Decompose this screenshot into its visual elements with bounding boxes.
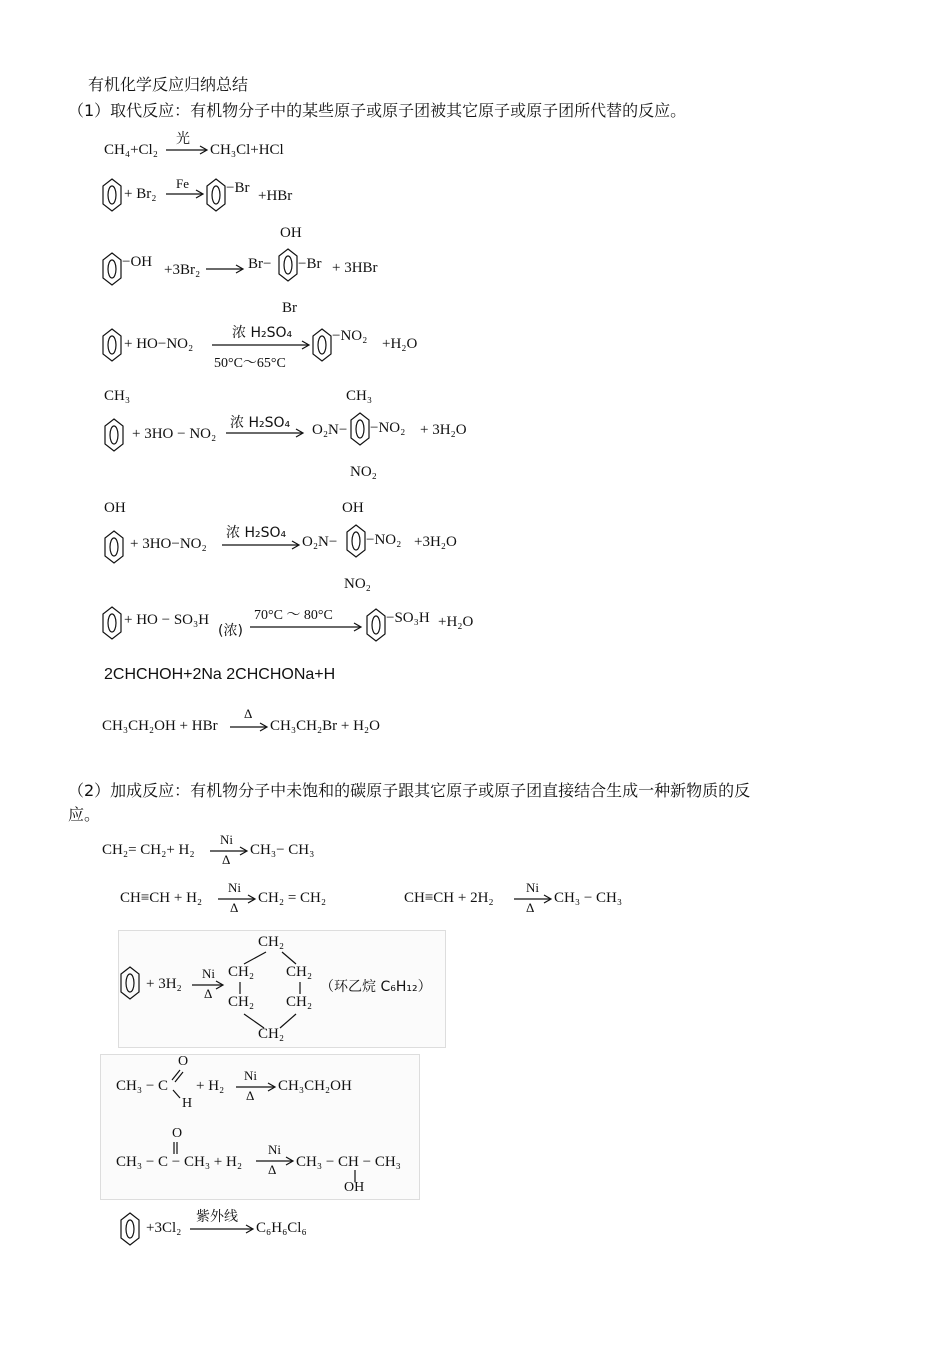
a5-rhs: CH₃CH₂OH — [278, 1078, 352, 1094]
section2-heading-line2: 应。 — [68, 805, 101, 824]
a4-lhs: + 3H₂ — [146, 976, 182, 992]
a4-condition-bottom: Δ — [204, 986, 213, 1001]
r2-rhs: +HBr — [258, 188, 293, 204]
benzene-ring-icon — [120, 1212, 140, 1246]
a3-condition-top: Ni — [526, 880, 539, 895]
r3-top-group: OH — [280, 225, 302, 241]
r6-top-group: OH — [342, 500, 364, 516]
a6-oxygen: O — [172, 1126, 183, 1141]
r7-lhs: + HO − SO₃H — [124, 612, 210, 628]
benzene-ring-icon — [278, 248, 298, 282]
r5-condition: 浓 H₂SO₄ — [230, 415, 291, 431]
a4-ch2-lower-left: CH₂ — [228, 994, 255, 1010]
r5-top-substituent: CH₃ — [104, 388, 131, 404]
section2-heading-line1: （2）加成反应：有机物分子中未饱和的碳原子跟其它原子或原子团直接结合生成一种新物质的反 — [68, 781, 751, 800]
a4-ch2-top: CH₂ — [258, 934, 285, 950]
r4-arrow — [212, 340, 312, 350]
r2-arrow — [166, 189, 206, 199]
a1-condition-bottom: Δ — [222, 852, 231, 867]
section1-heading: （1）取代反应：有机物分子中的某些原子或原子团被其它原子或原子团所代替的反应。 — [68, 101, 687, 120]
r7-condition: 70°C ～ 80°C — [254, 608, 333, 623]
a1-rhs: CH₃− CH₃ — [250, 842, 315, 858]
a3-rhs: CH₃ − CH₃ — [554, 890, 623, 906]
benzene-ring-icon — [102, 606, 122, 640]
r9-rhs: CH₃CH₂Br + H₂O — [270, 718, 380, 734]
r5-arrow — [226, 428, 306, 438]
document-title: 有机化学反应归纳总结 — [88, 75, 249, 94]
a5-arrow — [236, 1082, 278, 1092]
r4-rhs: +H₂O — [382, 336, 418, 352]
r3-substituent: −OH — [122, 254, 153, 270]
r1-arrow — [166, 145, 210, 155]
r7-arrow — [250, 622, 364, 632]
a4-ch2-bottom: CH₂ — [258, 1026, 285, 1042]
r9-arrow — [230, 722, 270, 732]
benzene-ring-icon — [102, 252, 122, 286]
r4-substituent: −NO₂ — [332, 328, 368, 344]
r8-equation: 2CHCHOH+2Na 2CHCHONa+H — [104, 666, 336, 683]
r4-condition-top: 浓 H₂SO₄ — [232, 325, 293, 341]
r3-arrow — [206, 264, 246, 274]
benzene-ring-icon — [350, 412, 370, 446]
r3-rhs: + 3HBr — [332, 260, 378, 276]
a6-lhs: CH₃ − C − CH₃ + H₂ — [116, 1154, 243, 1170]
benzene-ring-icon — [120, 966, 140, 1000]
a6-rhs: CH₃ − CH − CH₃ — [296, 1154, 401, 1170]
r2-substituent: −Br — [226, 180, 250, 196]
r1-condition: 光 — [176, 131, 190, 147]
a2-lhs: CH≡CH + H₂ — [120, 890, 203, 906]
r5-left-group: O₂N− — [312, 422, 348, 438]
a4-note: （环乙烷 C₆H₁₂） — [320, 979, 432, 995]
r3-left-group: Br− — [248, 256, 272, 272]
r4-lhs: + HO−NO₂ — [124, 336, 194, 352]
r5-right-group: −NO₂ — [370, 420, 406, 436]
a1-lhs: CH₂= CH₂+ H₂ — [102, 842, 195, 858]
r3-right-group: −Br — [298, 256, 322, 272]
r5-top-group: CH₃ — [346, 388, 373, 404]
a5-lhs: CH₃ − C — [116, 1078, 169, 1094]
a6-hydroxyl: OH — [344, 1180, 365, 1195]
a4-ch2-upper-right: CH₂ — [286, 964, 313, 980]
r6-rhs: +3H₂O — [414, 534, 457, 550]
r6-lhs: + 3HO−NO₂ — [130, 536, 207, 552]
a3-lhs: CH≡CH + 2H₂ — [404, 890, 494, 906]
a7-lhs: +3Cl₂ — [146, 1220, 182, 1236]
a2-rhs: CH₂ = CH₂ — [258, 890, 327, 906]
r6-top-substituent: OH — [104, 500, 126, 516]
r2-condition: Fe — [176, 176, 189, 191]
a5-condition-top: Ni — [244, 1068, 257, 1083]
r6-bottom-group: NO₂ — [344, 576, 371, 592]
a7-condition: 紫外线 — [196, 1209, 238, 1225]
a3-condition-bottom: Δ — [526, 900, 535, 915]
a6-condition-top: Ni — [268, 1142, 281, 1157]
r1-lhs: CH₄+Cl₂ — [104, 142, 158, 158]
r2-lhs: + Br₂ — [124, 186, 157, 202]
benzene-ring-icon — [102, 328, 122, 362]
r9-lhs: CH₃CH₂OH + HBr — [102, 718, 218, 734]
a5-hydrogen: H — [182, 1096, 193, 1111]
benzene-ring-icon — [102, 178, 122, 212]
benzene-ring-icon — [366, 608, 386, 642]
r3-bottom-group: Br — [282, 300, 297, 316]
r5-rhs: + 3H₂O — [420, 422, 467, 438]
benzene-ring-icon — [104, 530, 124, 564]
r7-substituent: −SO₃H — [386, 610, 430, 626]
r6-left-group: O₂N− — [302, 534, 338, 550]
r7-lhs-note: (浓) — [218, 623, 243, 639]
r5-lhs: + 3HO − NO₂ — [132, 426, 217, 442]
a5-oxygen: O — [178, 1054, 189, 1069]
a7-arrow — [190, 1224, 256, 1234]
a2-condition-top: Ni — [228, 880, 241, 895]
r9-condition: Δ — [244, 706, 253, 721]
a4-ch2-upper-left: CH₂ — [228, 964, 255, 980]
r6-right-group: −NO₂ — [366, 532, 402, 548]
r6-arrow — [222, 540, 302, 550]
a5-h2: + H₂ — [196, 1078, 225, 1094]
r5-bottom-group: NO₂ — [350, 464, 377, 480]
r4-condition-bottom: 50°C～65°C — [214, 356, 286, 371]
a5-condition-bottom: Δ — [246, 1088, 255, 1103]
benzene-ring-icon — [206, 178, 226, 212]
r1-rhs: CH₃Cl+HCl — [210, 142, 284, 158]
a1-condition-top: Ni — [220, 832, 233, 847]
benzene-ring-icon — [312, 328, 332, 362]
a2-condition-bottom: Δ — [230, 900, 239, 915]
r7-rhs: +H₂O — [438, 614, 474, 630]
a4-ch2-lower-right: CH₂ — [286, 994, 313, 1010]
a6-condition-bottom: Δ — [268, 1162, 277, 1177]
r3-lhs: +3Br₂ — [164, 262, 201, 278]
carbonyl-figure — [100, 1054, 420, 1200]
a4-condition-top: Ni — [202, 966, 215, 981]
a7-rhs: C₆H₆Cl₆ — [256, 1220, 307, 1236]
benzene-ring-icon — [104, 418, 124, 452]
r6-condition: 浓 H₂SO₄ — [226, 525, 287, 541]
benzene-ring-icon — [346, 524, 366, 558]
